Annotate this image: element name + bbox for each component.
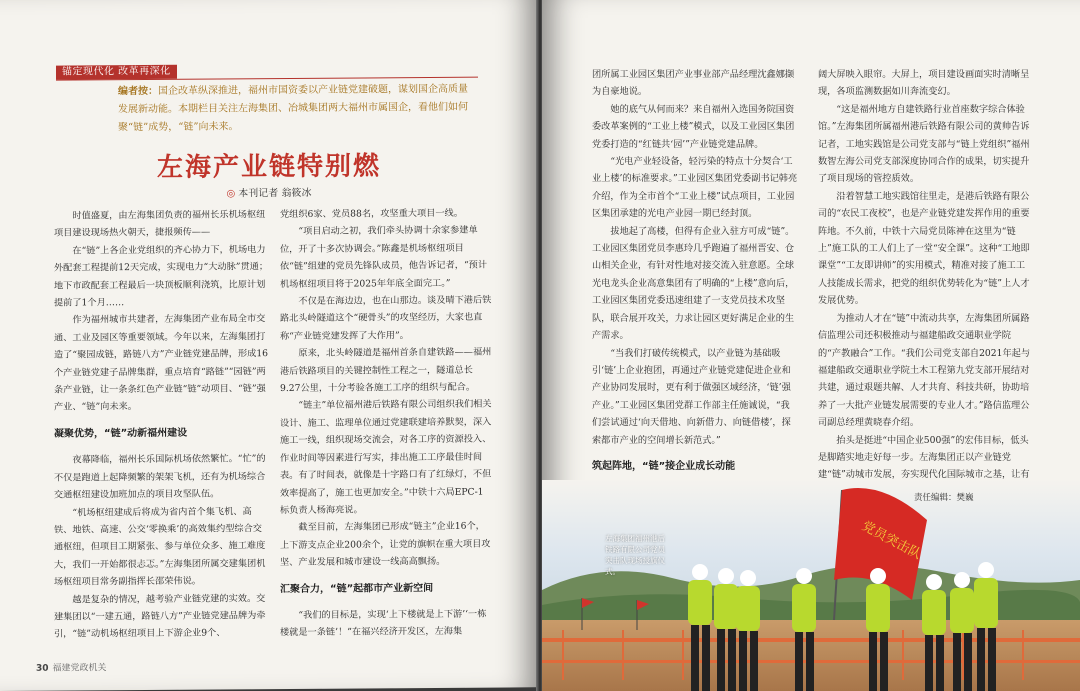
photo-caption: 左海集团福州港后铁路有限公司党员突击队现场授旗仪式。 [605,534,665,576]
byline-mark: ◎ [226,188,236,200]
section-heading: 凝聚优势，“链”动新福州建设 [54,427,188,440]
editor-credit: 责任编辑：樊巍 [914,493,974,503]
paragraph: 在“链”上各企业党组织的齐心协力下，机场电力外配套工程提前12天完成，实现电力“大动脉”贯通；地下市政配套工程最后一块顶板顺利浇筑，比原计划提前了1个月…… [54,243,269,309]
paragraph: “机场枢纽建成后将成为省内首个集飞机、高铁、地铁、高速、公交‘零换乘’的高效集约型综合交通枢纽，但项目工期紧张、参与单位众多、施工难度大，我们一开始都很忐忑。”左海集团所属交建集团机场枢纽项目常务副指挥长邵荣伟说。 [54,505,266,588]
paragraph: 抬头是挺进“中国企业500强”的宏伟目标，低头是脚踏实地走好每一步。左海集团正以产业链党建“链”动城市发展，夯实现代化国际城市之基，让有 [818,434,1030,481]
byline-text: 本刊记者 翁筱冰 [238,187,312,200]
paragraph: 阔大屏映入眼帘。大屏上，项目建设画面实时清晰呈现，各项监测数据如川奔流变幻。 [818,69,1030,98]
paragraph: 作为福州城市共建者，左海集团产业布局全市交通、工业及园区等重要领域。今年以来，左海集团打造了“聚园成链，路链八方”产业链党建品牌，形成16个产业链党建子品牌集群，重点培育“路链”“园链”两条产业链，让一条条红色产业链“链”动项目、“链”强产业、“链”向未来。 [54,313,269,414]
paragraph: 夜幕降临，福州长乐国际机场依然繁忙。“忙”的不仅是跑道上起降频繁的架架飞机，还有为机场综合交通枢纽建设加班加点的项目攻坚队伍。 [54,453,266,501]
section-heading: 筑起阵地，“链”接企业成长动能 [592,460,736,472]
paragraph: “这是福州地方自建铁路行业首座数字综合体验馆。”左海集团所属福州港后铁路有限公司的黄帅告诉记者，工地实践馆是公司党支部与“链上党组织”福州数智左海公司党支部深度协同合作的成果，切实提升了项目现场的管控质效。 [818,103,1030,185]
right-column-1 [592,66,798,502]
byline [0,182,538,201]
paragraph: 团所属工业园区集团产业事业部产品经理沈鑫娜撷为自豪地说。 [592,69,795,98]
editor-note-label: 编者按： [118,85,158,98]
paragraph: 不仅是在海边边，也在山那边。谈及晴下港后铁路北头岭隧道这个“硬骨头”的攻坚经历，大家也直称“产业链党建发挥了大作用”。 [280,294,492,342]
paragraph: 时值盛夏，由左海集团负责的福州长乐机场枢纽项目建设现场热火朝天，捷报频传—— [54,209,266,240]
paragraph: 越是复杂的情况，越考验产业链党建的实效。交建集团以“一建五通，路链八方”产业链党建品牌为牵引，“链”动机场枢纽项目上下游企业9个、 [54,592,266,640]
section-tag: 锚定现代化 改革再深化 [56,65,177,80]
paragraph: 原来，北头岭隧道是福州首条自建铁路——福州港后铁路项目的关键控制性工程之一，隧道总长9.27公里，十分考验各施工工序的组织与配合。 [280,346,492,395]
paragraph: “链主”单位福州港后铁路有限公司组织我们相关设计、施工、监理单位通过党建联建培养默契，深入施工一线，组织现场交流会，对各工序的资源投入、作业时间等因素进行写实，排出施工工序最佳时间表。有了时间表，就像是十字路口有了红绿灯，不但效率提高了，施工也更加安全。”中铁十六局EPC-1标负责人杨海亮说。 [280,399,492,516]
left-column-1 [54,206,270,643]
paragraph: “我们的目标是，实现‘上下楼就是上下游’‘一栋楼就是一条链’！”在福兴经济开发区，左海集 [280,608,487,639]
editor-note-text: 国企改革纵深推进，福州市国资委以产业链党建破题，谋划国企高质量发展新动能。本期栏目关注左海集团、冶城集团两大福州市属国企，看他们如何聚“链”成势，“链”向未来。 [118,83,468,134]
page-number: 30 [36,663,49,674]
photo-illustration [542,480,1080,691]
paragraph: “光电产业轻设备，轻污染的特点十分契合‘工业上楼’的标准要求。”工业园区集团党委副书记韩亮介绍，作为全市首个“工业上楼”试点项目，工业园区集团承建的光电产业园一期已经封顶。 [592,156,798,220]
paragraph: 沿着智慧工地实践馆往里走，是港后铁路有限公司的“农民工夜校”，也是产业链党建发挥作用的重要阵地。不久前，中铁十六局党员陈神在这里为“链上”施工队的工人们上了一堂“安全课”。这种“工地即课堂”“工友即讲师”的实用模式，精准对接了施工工人技能成长需求，把党的组织优势转化为“链”上人才发展优势。 [818,190,1030,307]
left-page [0,0,538,691]
paragraph: “项目启动之初，我们牵头协调十余家参建单位，开了十多次协调会。”陈鑫是机场枢纽项目依“链”组建的党员先锋队成员，他告诉记者，“预计机场枢纽项目将于2025年年底全面完工。” [280,225,488,290]
left-column-2 [280,205,492,642]
flag-text: 党员突击队 [859,518,924,563]
paragraph: 拔地起了高楼，但得有企业入驻方可成“链”。工业园区集团党员李惠玲几乎跑遍了福州晋安、仓山相关企业，有针对性地对接交流入驻意愿。全球光电龙头企业高意集团有了明确的“上楼”意向后，工业园区集团党委迅速组建了一支党员技术攻坚队，联合展开攻关，力求让园区更好满足企业的生产需求。 [592,225,795,342]
right-column-2 [818,66,1032,501]
paragraph: “当我们打破传统模式，以产业链为基础吸引‘链’上企业抱团，再通过产业链党建促进企业和产业协同发展时，更有利于做强区域经济，‘链’强产业。”工业园区集团党群工作部主任施诚说，“我们尝试通过‘向天借地、向新借力、向链借楼’，探索都市产业的空间增长新范式。” [592,347,791,446]
section-heading: 汇聚合力，“链”起都市产业新空间 [280,582,434,595]
publication-name: 福建党政机关 [52,663,107,674]
paragraph: 截至目前，左海集团已形成“链主”企业16个，上下游支点企业200余个，让党的旗帜在重大项目攻坚、产业发展和城市建设一线高高飘扬。 [280,520,491,569]
article-headline: 左海产业链特别燃 [156,151,381,183]
flag-ceremony-photo [542,480,1080,691]
editor-note [118,81,470,137]
paragraph: 她的底气从何而来？来自福州入选国务院国资委改革案例的“工业上楼”模式，以及工业园区集团党委打造的“红链共‘园’”产业链党建品牌。 [592,103,795,150]
paragraph: 党组织6家、党员88名，攻坚重大项目一线。 [280,207,463,221]
page-footer [36,660,107,673]
paragraph: 为推动人才在“链”中流动共享，左海集团所属路信监理公司还积极推动与福建船政交通职业学院的“产教融合”工作。“我们公司党支部自2021年起与福建船政交通职业学院土木工程第九党支部开展结对共建，通过艰题共解、人才共育、科技共研，协助培养了一大批产业链发展需要的专业人才。”路信监理公司副总经理黄晓春介绍。 [818,312,1031,429]
